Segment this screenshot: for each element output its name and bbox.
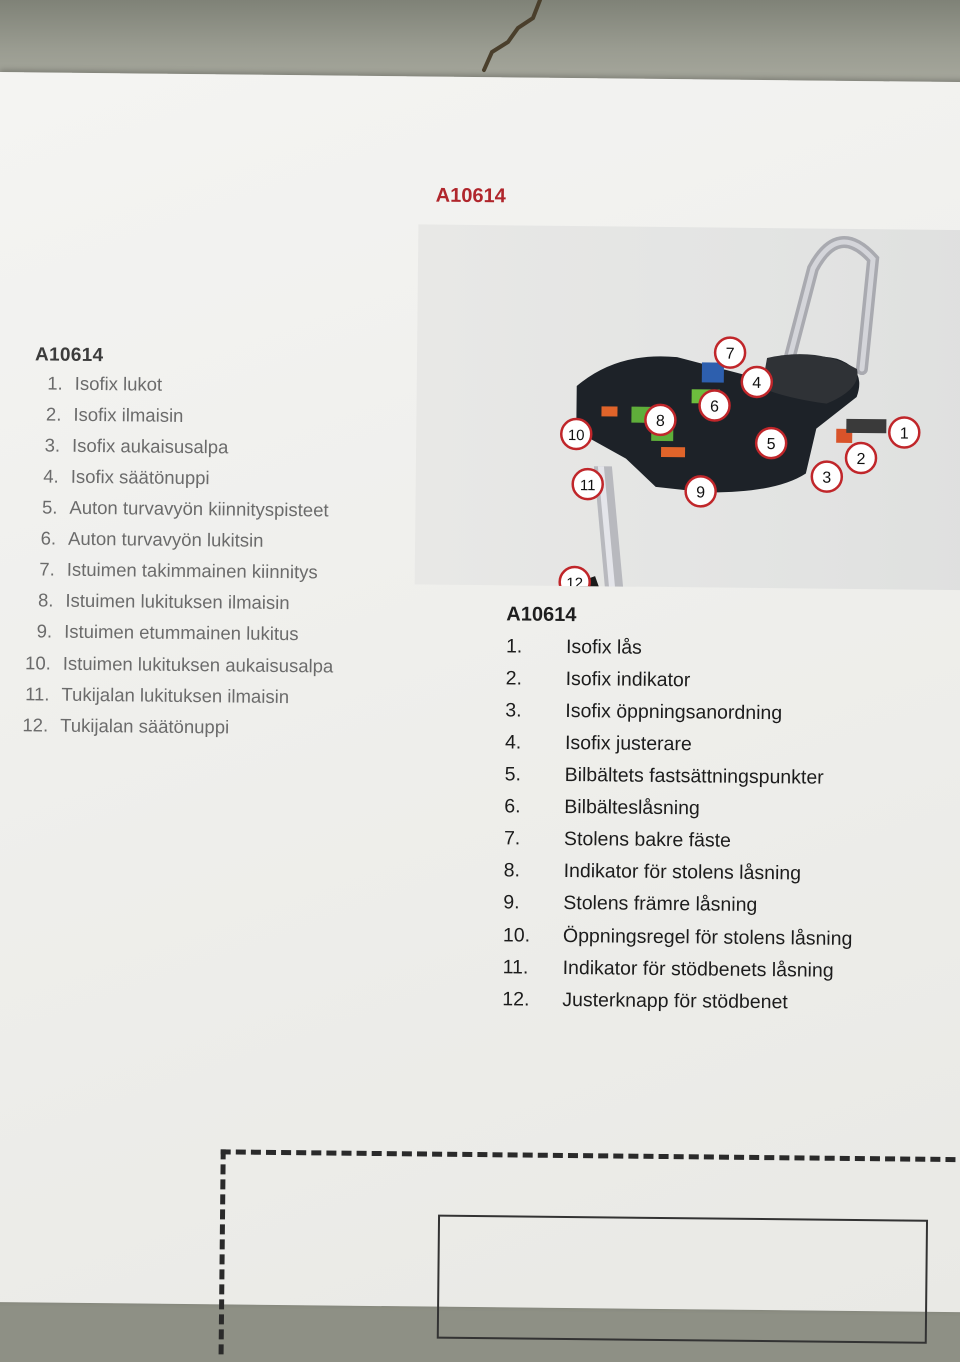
svg-text:1: 1 (899, 425, 909, 443)
item-number: 9. (503, 891, 520, 914)
svg-text:4: 4 (752, 374, 762, 392)
item-number: 3. (44, 434, 61, 456)
item-text: Isofix lukot (74, 372, 163, 395)
item-number: 10. (24, 652, 51, 674)
item-number: 5. (504, 763, 522, 786)
svg-text:7: 7 (725, 345, 735, 363)
item-text: Stolens främre låsning (563, 891, 758, 916)
item-text: Bilbältets fastsättningspunkter (564, 763, 824, 789)
item-number: 1. (505, 635, 523, 658)
svg-text:9: 9 (696, 484, 706, 502)
surface-crack (478, 0, 558, 80)
item-text: Auton turvavyön lukitsin (68, 527, 264, 551)
item-number: 10. (502, 924, 531, 947)
item-number: 6. (504, 795, 521, 818)
item-text: Auton turvavyön kiinnityspisteet (69, 496, 329, 521)
item-number: 8. (503, 859, 521, 882)
item-number: 4. (43, 465, 59, 487)
svg-text:6: 6 (709, 398, 720, 416)
item-text: Isofix säätönuppi (70, 465, 210, 489)
item-text: Tukijalan säätönuppi (60, 714, 230, 738)
item-number: 3. (505, 699, 522, 722)
item-text: Justerknapp för stödbenet (562, 988, 788, 1014)
item-text: Isofix indikator (565, 667, 691, 692)
item-text: Stolens bakre fäste (563, 827, 732, 852)
item-text: Öppningsregel för stolens låsning (562, 924, 853, 950)
item-number: 6. (40, 527, 57, 549)
item-text: Indikator för stolens låsning (563, 859, 802, 885)
item-number: 9. (36, 620, 53, 642)
item-number: 12. (22, 714, 49, 736)
item-text: Tukijalan lukituksen ilmaisin (61, 683, 290, 708)
item-text: Isofix aukaisusalpa (71, 434, 229, 458)
callout-4-marker (742, 367, 772, 397)
svg-text:11: 11 (579, 477, 596, 495)
item-text: Indikator för stödbenets låsning (562, 956, 834, 982)
svg-text:8: 8 (655, 412, 665, 430)
callout-7-marker (715, 338, 745, 368)
item-text: Istuimen lukituksen ilmaisin (65, 589, 290, 614)
item-number: 7. (39, 558, 55, 580)
callout-6-marker (699, 390, 729, 420)
item-number: 2. (505, 667, 523, 690)
diagram-code-title: A10614 (435, 184, 506, 208)
item-text: Istuimen takimmainen kiinnitys (66, 558, 318, 583)
callout-9-marker (685, 476, 715, 506)
svg-text:10: 10 (567, 426, 585, 445)
svg-text:2: 2 (856, 450, 866, 469)
callout-8-marker (645, 405, 675, 435)
manual-page (0, 72, 960, 1312)
svg-text:5: 5 (766, 436, 776, 454)
item-number: 11. (502, 956, 529, 979)
item-text: Istuimen lukituksen aukaisusalpa (62, 652, 334, 677)
item-text: Istuimen etummainen lukitus (64, 620, 299, 645)
finnish-legend-heading: A10614 (34, 344, 104, 367)
callout-11-marker (573, 469, 603, 499)
item-number: 8. (37, 589, 54, 611)
item-text: Bilbälteslåsning (564, 795, 700, 820)
seat-base-drawing (415, 224, 960, 590)
item-number: 12. (502, 988, 530, 1011)
callout-2-marker (846, 443, 876, 473)
inner-box-frame (437, 1215, 928, 1344)
car-seat-base-illustration (415, 224, 960, 590)
item-number: 2. (45, 403, 62, 425)
item-text: Isofix öppningsanordning (565, 699, 783, 725)
item-number: 4. (504, 731, 522, 754)
svg-text:12: 12 (566, 574, 584, 591)
callout-3-marker (812, 462, 842, 492)
callout-1-marker (889, 417, 919, 447)
svg-text:3: 3 (822, 469, 832, 487)
item-text: Isofix ilmaisin (73, 403, 184, 426)
item-number: 1. (47, 372, 63, 394)
item-number: 11. (25, 683, 50, 705)
item-number: 7. (503, 827, 521, 850)
callout-12-marker (560, 567, 590, 590)
item-text: Isofix lås (565, 635, 642, 659)
item-text: Isofix justerare (564, 731, 692, 756)
swedish-legend-heading: A10614 (506, 603, 577, 627)
item-number: 5. (41, 496, 58, 518)
callout-5-marker (756, 428, 786, 458)
callout-10-marker (561, 419, 591, 449)
